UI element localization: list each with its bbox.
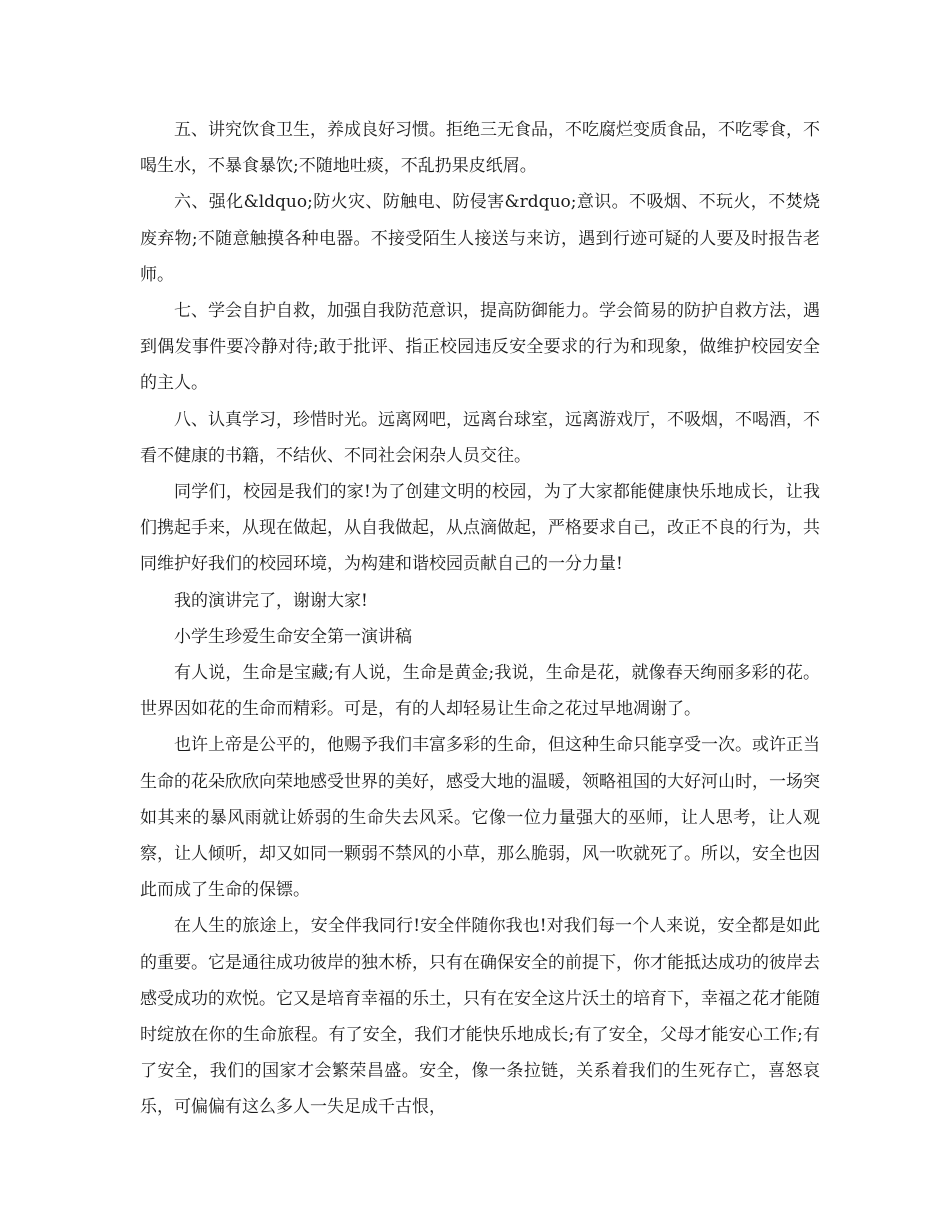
paragraph-safety-rule-6: 六、强化&ldquo;防火灾、防触电、防侵害&rdquo;意识。不吸烟、不玩火，不焚烧废弃物;不随意触摸各种电器。不接受陌生人接送与来访，遇到行迹可疑的人要及时报告老师。 [140, 192, 820, 285]
paragraph-life-is-flower: 有人说，生命是宝藏;有人说，生命是黄金;我说，生命是花，就像春天绚丽多彩的花。世界因如花的生命而精彩。可是，有的人却轻易让生命之花过早地凋谢了。 [140, 663, 820, 720]
paragraph-safety-rule-8: 八、认真学习，珍惜时光。远离网吧，远离台球室，远离游戏厅，不吸烟，不喝酒，不看不健康的书籍，不结伙、不同社会闲杂人员交往。 [140, 409, 820, 466]
paragraph-safety-journey: 在人生的旅途上，安全伴我同行!安全伴随你我也!对我们每一个人来说，安全都是如此的重要。它是通往成功彼岸的独木桥，只有在确保安全的前提下，你才能抵达成功的彼岸去感受成功的欢悦。它又是培育幸福的乐土，只有在安全这片沃土的培育下，幸福之花才能随时绽放在你的生命旅程。有了安全，我们才能快乐地成长;有了安全，父母才能安心工作;有了安全，我们的国家才会繁荣昌盛。安全，像一条拉链，关系着我们的生死存亡，喜怒哀乐，可偏偏有这么多人一失足成千古恨， [140, 916, 820, 1118]
paragraph-safety-rule-5: 五、讲究饮食卫生，养成良好习惯。拒绝三无食品，不吃腐烂变质食品，不吃零食，不喝生水，不暴食暴饮;不随地吐痰，不乱扔果皮纸屑。 [140, 120, 820, 177]
paragraph-safety-rule-7: 七、学会自护自救，加强自我防范意识，提高防御能力。学会简易的防护自救方法，遇到偶发事件要冷静对待;敢于批评、指正校园违反安全要求的行为和现象，做维护校园安全的主人。 [140, 301, 820, 394]
paragraph-life-once: 也许上帝是公平的，他赐予我们丰富多彩的生命，但这种生命只能享受一次。或许正当生命的花朵欣欣向荣地感受世界的美好，感受大地的温暖，领略祖国的大好河山时，一场突如其来的暴风雨就让娇弱的生命失去风采。它像一位力量强大的巫师，让人思考，让人观察，让人倾听，却又如同一颗弱不禁风的小草，那么脆弱，风一吹就死了。所以，安全也因此而成了生命的保镖。 [140, 735, 820, 901]
section-title: 小学生珍爱生命安全第一演讲稿 [174, 626, 412, 647]
paragraph-thanks: 我的演讲完了，谢谢大家! [174, 590, 368, 611]
document-body [140, 112, 820, 1126]
paragraph-closing-appeal: 同学们，校园是我们的家!为了创建文明的校园，为了大家都能健康快乐地成长，让我们携起手来，从现在做起，从自我做起，从点滴做起，严格要求自己，改正不良的行为，共同维护好我们的校园环境，为构建和谐校园贡献自己的一分力量! [140, 482, 820, 575]
